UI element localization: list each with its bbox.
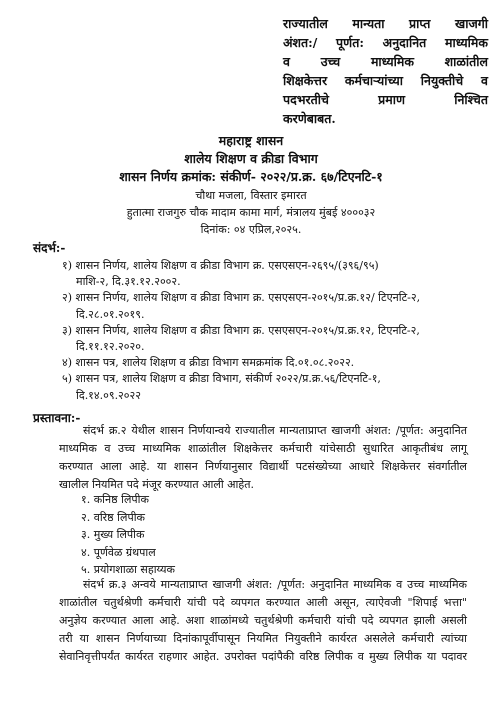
reference-line: ५) शासन पत्र, शालेय शिक्षण व क्रीडा विभाग, संकीर्ण २०२२/प्र.क्र.५६/टिएनटि-१, (62, 372, 381, 386)
reference-line: दि.११.१२.२०२०. (76, 340, 145, 354)
subject-line: अंशत:/ पूर्णत: अनुदानित माध्यमिक (283, 35, 488, 50)
subject-block (283, 14, 488, 128)
paragraph-line: सेवानिवृत्तीपर्यंत कार्यरत राहणार आहेत. उपरोक्त पदांपैकी वरिष्ठ लिपीक व मुख्य लिपीक या पदावर (59, 650, 467, 663)
paragraph-line: माध्यमिक व उच्च माध्यमिक शाळांतील शिक्षकेत्तर कर्मचारी यांचेसाठी सुधारित आकृतीबंध लागू (59, 442, 467, 455)
post-item: ४. पूर्णवेळ ग्रंथपाल (81, 545, 156, 559)
reference-line: १) शासन निर्णय, शालेय शिक्षण व क्रीडा विभाग क्र. एसएसएन-२६९५/(३९६/९५) (62, 259, 379, 272)
reference-line: दि.२८.०१.२०१९. (76, 307, 145, 321)
references-list (62, 258, 420, 404)
resolution-number: शासन निर्णय क्रमांक: संकीर्ण- २०२२/प्र.क्र. ६७/टिएनटि-१ (119, 169, 383, 184)
post-item: १. कनिष्ठ लिपीक (81, 493, 149, 506)
office-address: हुतात्मा राजगुरु चौक मादाम कामा मार्ग, मंत्रालय मुंबई ४०००३२ (126, 206, 376, 219)
paragraph-line: तरी या शासन निर्णयाच्या दिनांकापूर्वीपासून नियमित नियुक्तीने कार्यरत असलेले कर्मचारी त्यांच्या (59, 632, 467, 645)
post-item: ५. प्रयोगशाळा सहाय्यक (81, 563, 175, 576)
paragraph-line: संदर्भ क्र.३ अन्वये मान्यताप्राप्त खाजगी अंशत: /पूर्णत: अनुदानित माध्यमिक व उच्च माध्यमिक (83, 578, 467, 591)
preamble-paragraph-2 (59, 576, 467, 666)
subject-line: करणेबाबत. (283, 111, 336, 126)
paragraph-line: संदर्भ क्र.२ येथील शासन निर्णयान्वये राज्यातील मान्यताप्राप्त खाजगी अंशत: /पूर्णत: अनुदानित (83, 424, 467, 437)
subject-line: शिक्षकेत्तर कर्मचाऱ्यांच्या नियुक्तीचे व (283, 73, 488, 88)
office-floor: चौथा मजला, विस्तार इमारत (195, 189, 307, 202)
reference-line: ४) शासन पत्र, शालेय शिक्षण व क्रीडा विभाग समक्रमांक दि.०१.०८.२०२२. (62, 356, 355, 370)
paragraph-line: खालील नियमित पदे मंजूर करण्यात आली आहेत. (59, 478, 255, 491)
preamble-heading: प्रस्तावना:- (33, 411, 81, 425)
paragraph-line: अनुज्ञेय करण्यात आला आहे. अशा शाळांमध्ये चतुर्थश्रेणी कर्मचारी यांची पदे व्यपगत झाली असली (59, 614, 467, 627)
subject-line: राज्यातील मान्यता प्राप्त खाजगी (283, 16, 488, 31)
post-item: ३. मुख्य लिपीक (81, 528, 145, 541)
resolution-date: दिनांक: ०४ एप्रिल,२०२५. (200, 223, 302, 236)
department-title: शालेय शिक्षण व क्रीडा विभाग (184, 151, 318, 166)
paragraph-line: शाळांतील चतुर्थश्रेणी कर्मचारी यांची पदे व्यपगत करण्यात आली असून, त्याऐवजी "शिपाई भत्ता" (59, 596, 467, 609)
references-heading: संदर्भ:- (33, 241, 66, 255)
subject-line: पदभरतीचे प्रमाण निश्चित (283, 92, 488, 107)
reference-line: २) शासन निर्णय, शालेय शिक्षण व क्रीडा विभाग क्र. एसएसएन-२०१५/प्र.क्र.१२/ टिएनटि-२, (62, 291, 421, 305)
reference-line: ३) शासन निर्णय, शालेय शिक्षण व क्रीडा विभाग क्र. एसएसएन-२०१५/प्र.क्र.१२, टिएनटि-२, (62, 323, 420, 337)
reference-line: माशि-२, दि.३१.१२.२००२. (76, 275, 181, 289)
post-item: २. वरिष्ठ लिपीक (81, 510, 146, 524)
sanctioned-posts-list (81, 491, 175, 579)
subject-line: व उच्च माध्यमिक शाळांतील (283, 54, 488, 69)
paragraph-line: करण्यात आला आहे. या शासन निर्णयानुसार विद्यार्थी पटसंख्येच्या आधारे शिक्षकेत्तर संवर्गातील (59, 460, 467, 473)
reference-line: दि.१४.०९.२०२२ (76, 388, 141, 402)
preamble-paragraph-1 (59, 422, 467, 494)
government-title: महाराष्ट्र शासन (218, 133, 284, 148)
